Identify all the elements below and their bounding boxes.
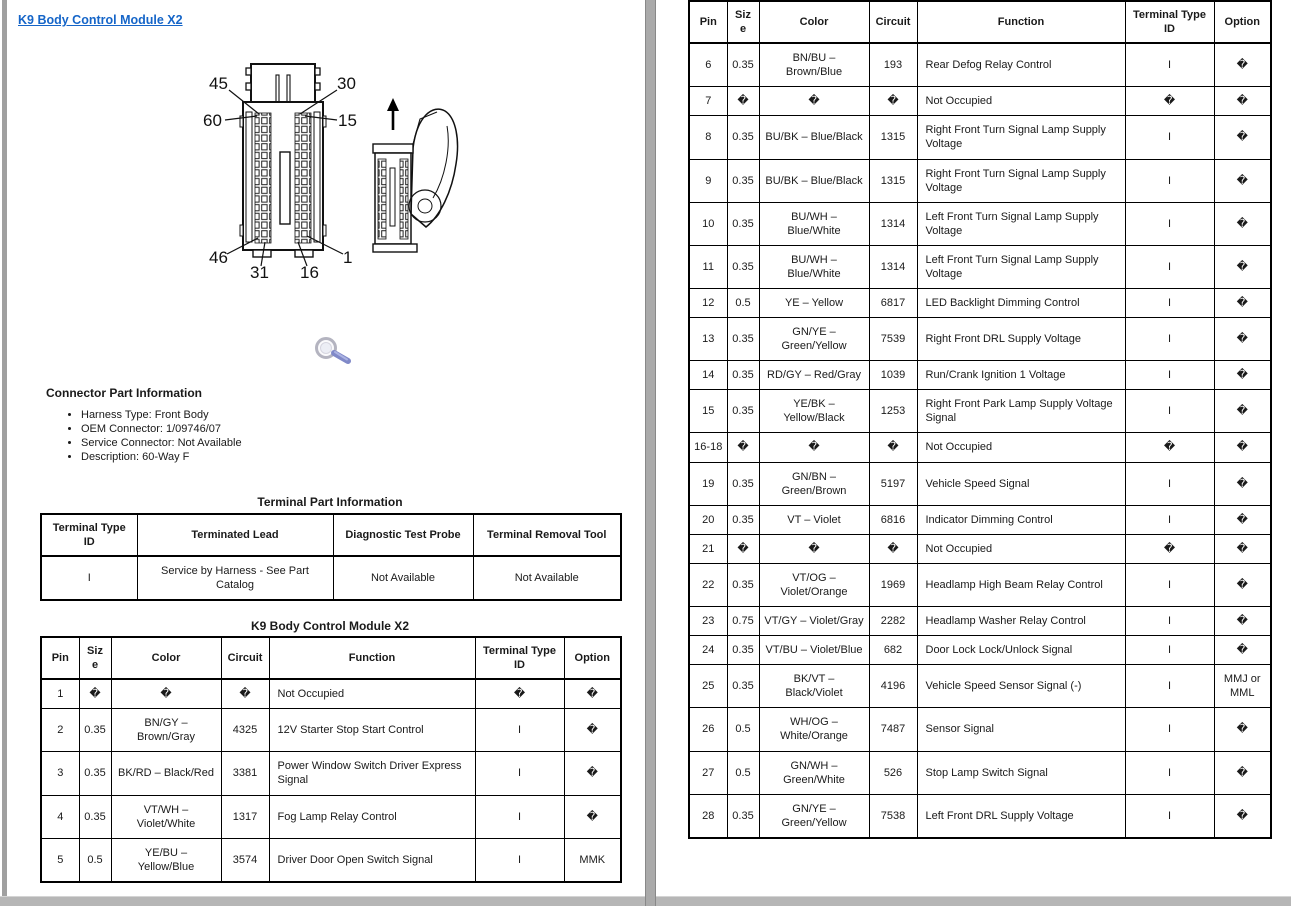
connector-diagram xyxy=(197,56,477,291)
table-cell: 9 xyxy=(689,159,727,202)
table-cell: � xyxy=(1214,751,1271,794)
table-cell: � xyxy=(1214,116,1271,159)
table-row xyxy=(689,505,1271,534)
pin-label-46: 46 xyxy=(209,248,228,267)
table-cell: Fog Lamp Relay Control xyxy=(269,795,475,838)
table-row xyxy=(689,534,1271,563)
table-cell: YE/BU – Yellow/Blue xyxy=(111,838,221,882)
table-cell: I xyxy=(1125,505,1214,534)
table-cell: Right Front Turn Signal Lamp Supply Voltage xyxy=(917,159,1125,202)
table-cell: � xyxy=(759,534,869,563)
list-item-service-connector: • Service Connector: Not Available xyxy=(81,436,242,450)
table-cell: � xyxy=(1214,87,1271,116)
table-cell: � xyxy=(1214,607,1271,636)
table-cell: 526 xyxy=(869,751,917,794)
table-row xyxy=(689,202,1271,245)
pin-label-15: 15 xyxy=(338,111,357,130)
table-cell: 24 xyxy=(689,636,727,665)
column-header: Option xyxy=(1214,1,1271,43)
table-cell: 3381 xyxy=(221,752,269,795)
table-row xyxy=(689,708,1271,751)
table-cell: Not Occupied xyxy=(917,433,1125,462)
table-cell: I xyxy=(1125,289,1214,318)
table-cell: 1 xyxy=(41,679,79,709)
pin-label-16: 16 xyxy=(300,263,319,282)
list-item-description: • Description: 60-Way F xyxy=(81,450,242,464)
table-cell: RD/GY – Red/Gray xyxy=(759,361,869,390)
table-cell: Not Available xyxy=(333,556,473,600)
table-cell: � xyxy=(1214,794,1271,838)
header-row xyxy=(689,1,1271,43)
table-cell: Run/Crank Ignition 1 Voltage xyxy=(917,361,1125,390)
table-cell: Power Window Switch Driver Express Signal xyxy=(269,752,475,795)
table-cell: � xyxy=(564,679,621,709)
frame-divider[interactable] xyxy=(645,0,656,906)
table-cell: � xyxy=(1214,636,1271,665)
column-header: Terminal Removal Tool xyxy=(473,514,621,556)
table-cell: 1039 xyxy=(869,361,917,390)
table-cell: � xyxy=(475,679,564,709)
pin-label-31: 31 xyxy=(250,263,269,282)
table-cell: 26 xyxy=(689,708,727,751)
table-cell: Sensor Signal xyxy=(917,708,1125,751)
table-cell: 0.35 xyxy=(727,43,759,87)
table-row xyxy=(689,665,1271,708)
table-row xyxy=(689,794,1271,838)
table-cell: I xyxy=(475,795,564,838)
right-frame xyxy=(656,0,1291,896)
table-cell: 13 xyxy=(689,318,727,361)
table-row xyxy=(689,563,1271,606)
table-cell: � xyxy=(1214,433,1271,462)
connector-part-info-list xyxy=(54,408,242,464)
table-cell: 28 xyxy=(689,794,727,838)
table-cell: 3 xyxy=(41,752,79,795)
table-cell: 7539 xyxy=(869,318,917,361)
table-cell: 14 xyxy=(689,361,727,390)
table-cell: � xyxy=(79,679,111,709)
table-row xyxy=(689,289,1271,318)
table-cell: Service by Harness - See Part Catalog xyxy=(137,556,333,600)
table-row xyxy=(689,43,1271,87)
table-cell: 0.35 xyxy=(79,709,111,752)
table-cell: Not Occupied xyxy=(917,534,1125,563)
table-cell: I xyxy=(475,709,564,752)
table-cell: 12 xyxy=(689,289,727,318)
table-cell: 0.35 xyxy=(727,505,759,534)
table-cell: � xyxy=(1214,390,1271,433)
table-cell: 12V Starter Stop Start Control xyxy=(269,709,475,752)
table-cell: � xyxy=(869,534,917,563)
table-cell: 11 xyxy=(689,245,727,288)
table-cell: Stop Lamp Switch Signal xyxy=(917,751,1125,794)
table-row xyxy=(41,838,621,882)
table-cell: BU/BK – Blue/Black xyxy=(759,159,869,202)
table-cell: I xyxy=(1125,43,1214,87)
column-header: Terminated Lead xyxy=(137,514,333,556)
table-cell: 682 xyxy=(869,636,917,665)
table-cell: Vehicle Speed Signal xyxy=(917,462,1125,505)
table-cell: � xyxy=(1214,159,1271,202)
column-header: Function xyxy=(917,1,1125,43)
magnifier-icon[interactable] xyxy=(313,336,355,372)
table-cell: VT/WH – Violet/White xyxy=(111,795,221,838)
pin-label-60: 60 xyxy=(203,111,222,130)
table-cell: BK/RD – Black/Red xyxy=(111,752,221,795)
table-cell: Not Occupied xyxy=(269,679,475,709)
table-cell: 3574 xyxy=(221,838,269,882)
column-header: Size xyxy=(727,1,759,43)
up-arrow-icon xyxy=(387,98,399,130)
table-cell: � xyxy=(727,534,759,563)
table-cell: � xyxy=(564,795,621,838)
column-header: Size xyxy=(79,637,111,679)
table-cell: � xyxy=(759,433,869,462)
table-row xyxy=(689,361,1271,390)
column-header: Circuit xyxy=(869,1,917,43)
table-cell: 7 xyxy=(689,87,727,116)
table-cell: � xyxy=(1125,534,1214,563)
table-cell: BK/VT – Black/Violet xyxy=(759,665,869,708)
table-cell: Driver Door Open Switch Signal xyxy=(269,838,475,882)
table-cell: 2 xyxy=(41,709,79,752)
table-cell: VT/GY – Violet/Gray xyxy=(759,607,869,636)
table-cell: � xyxy=(1214,534,1271,563)
table-cell: 0.35 xyxy=(727,390,759,433)
table-cell: 6816 xyxy=(869,505,917,534)
table-cell: 0.35 xyxy=(727,361,759,390)
table-cell: Not Occupied xyxy=(917,87,1125,116)
table-cell: 1253 xyxy=(869,390,917,433)
table-cell: Right Front Turn Signal Lamp Supply Voltage xyxy=(917,116,1125,159)
table-cell: I xyxy=(1125,794,1214,838)
table-cell: I xyxy=(41,556,137,600)
table-cell: Not Available xyxy=(473,556,621,600)
table-cell: Right Front Park Lamp Supply Voltage Signal xyxy=(917,390,1125,433)
table-row xyxy=(689,607,1271,636)
pin-label-45: 45 xyxy=(209,74,228,93)
table-cell: � xyxy=(1214,505,1271,534)
table-cell: GN/WH – Green/White xyxy=(759,751,869,794)
table-cell: 2282 xyxy=(869,607,917,636)
table-cell: 0.35 xyxy=(727,318,759,361)
table-cell: I xyxy=(1125,318,1214,361)
table-cell: I xyxy=(1125,116,1214,159)
table-cell: 0.35 xyxy=(727,202,759,245)
table-row xyxy=(689,87,1271,116)
table-cell: I xyxy=(1125,751,1214,794)
column-header: Function xyxy=(269,637,475,679)
table-cell: BU/WH – Blue/White xyxy=(759,245,869,288)
pin-table-right xyxy=(688,0,1272,839)
table-cell: 0.35 xyxy=(727,665,759,708)
table-cell: 1315 xyxy=(869,116,917,159)
connector-side-view xyxy=(373,98,458,252)
table-cell: Left Front DRL Supply Voltage xyxy=(917,794,1125,838)
table-cell: 0.35 xyxy=(727,159,759,202)
column-header: Terminal Type ID xyxy=(41,514,137,556)
column-header: Terminal Type ID xyxy=(475,637,564,679)
table-cell: 0.5 xyxy=(79,838,111,882)
table-cell: 27 xyxy=(689,751,727,794)
table-cell: Left Front Turn Signal Lamp Supply Voltage xyxy=(917,202,1125,245)
table-cell: 4325 xyxy=(221,709,269,752)
table-cell: 23 xyxy=(689,607,727,636)
table-cell: I xyxy=(1125,390,1214,433)
table-cell: � xyxy=(564,709,621,752)
column-header: Option xyxy=(564,637,621,679)
table-cell: Door Lock Lock/Unlock Signal xyxy=(917,636,1125,665)
table-row xyxy=(41,679,621,709)
table-cell: 0.35 xyxy=(727,116,759,159)
table-cell: 0.35 xyxy=(727,636,759,665)
table-cell: 0.35 xyxy=(727,794,759,838)
table-cell: 1314 xyxy=(869,245,917,288)
table-cell: BN/GY – Brown/Gray xyxy=(111,709,221,752)
table-cell: LED Backlight Dimming Control xyxy=(917,289,1125,318)
table-cell: Left Front Turn Signal Lamp Supply Voltage xyxy=(917,245,1125,288)
table-cell: 19 xyxy=(689,462,727,505)
table-cell: 0.5 xyxy=(727,289,759,318)
column-header: Diagnostic Test Probe xyxy=(333,514,473,556)
table-cell: � xyxy=(1214,245,1271,288)
header-row xyxy=(41,637,621,679)
table-cell: MMK xyxy=(564,838,621,882)
column-header: Color xyxy=(111,637,221,679)
table-cell: I xyxy=(1125,245,1214,288)
table-cell: I xyxy=(1125,361,1214,390)
pin-label-30: 30 xyxy=(337,74,356,93)
horizontal-scrollbar-left[interactable] xyxy=(0,896,645,906)
table-cell: 10 xyxy=(689,202,727,245)
table-cell: VT/BU – Violet/Blue xyxy=(759,636,869,665)
table-cell: � xyxy=(727,87,759,116)
table-cell: � xyxy=(1214,202,1271,245)
connector-part-info-heading: Connector Part Information xyxy=(46,386,203,400)
table-cell: � xyxy=(759,87,869,116)
table-cell: 193 xyxy=(869,43,917,87)
table-cell: 1315 xyxy=(869,159,917,202)
table-cell: GN/YE – Green/Yellow xyxy=(759,318,869,361)
table-cell: 0.5 xyxy=(727,708,759,751)
table-cell: 7487 xyxy=(869,708,917,751)
column-header: Pin xyxy=(689,1,727,43)
table-cell: VT – Violet xyxy=(759,505,869,534)
table-cell: YE/BK – Yellow/Black xyxy=(759,390,869,433)
table-cell: 0.35 xyxy=(727,462,759,505)
table-cell: Headlamp High Beam Relay Control xyxy=(917,563,1125,606)
left-frame xyxy=(7,0,645,896)
table-cell: I xyxy=(1125,462,1214,505)
table-cell: 7538 xyxy=(869,794,917,838)
table-cell: GN/BN – Green/Brown xyxy=(759,462,869,505)
table-row xyxy=(41,709,621,752)
table-cell: 4196 xyxy=(869,665,917,708)
table-cell: I xyxy=(1125,636,1214,665)
page-title-link[interactable]: K9 Body Control Module X2 xyxy=(18,13,183,27)
table-cell: 20 xyxy=(689,505,727,534)
table-cell: Vehicle Speed Sensor Signal (-) xyxy=(917,665,1125,708)
table-cell: 1969 xyxy=(869,563,917,606)
pin-label-1: 1 xyxy=(343,248,353,267)
table-cell: 0.75 xyxy=(727,607,759,636)
column-header: Color xyxy=(759,1,869,43)
table-cell: WH/OG – White/Orange xyxy=(759,708,869,751)
table-row xyxy=(689,318,1271,361)
table-cell: MMJ or MML xyxy=(1214,665,1271,708)
table-cell: 1314 xyxy=(869,202,917,245)
column-header: Circuit xyxy=(221,637,269,679)
table-cell: Right Front DRL Supply Voltage xyxy=(917,318,1125,361)
table-cell: I xyxy=(1125,708,1214,751)
list-item-oem-connector: • OEM Connector: 1/09746/07 xyxy=(81,422,242,436)
table-cell: 0.35 xyxy=(727,563,759,606)
table-cell: 5197 xyxy=(869,462,917,505)
table-cell: � xyxy=(1214,43,1271,87)
table-row xyxy=(689,636,1271,665)
table-cell: 0.35 xyxy=(79,752,111,795)
table-row xyxy=(41,556,621,600)
table-cell: � xyxy=(1125,87,1214,116)
table-cell: 16-18 xyxy=(689,433,727,462)
table-cell: I xyxy=(1125,665,1214,708)
table-cell: Rear Defog Relay Control xyxy=(917,43,1125,87)
table-cell: 21 xyxy=(689,534,727,563)
table-row xyxy=(689,245,1271,288)
table-row xyxy=(41,752,621,795)
list-item-harness-type: • Harness Type: Front Body xyxy=(81,408,242,422)
terminal-part-table xyxy=(40,513,622,601)
table-cell: � xyxy=(727,433,759,462)
table-cell: Headlamp Washer Relay Control xyxy=(917,607,1125,636)
table-row xyxy=(689,116,1271,159)
table-row xyxy=(689,462,1271,505)
table-cell: � xyxy=(1214,563,1271,606)
pin-table-left xyxy=(40,636,622,883)
table-cell: I xyxy=(1125,202,1214,245)
table-row xyxy=(689,390,1271,433)
table-cell: BU/WH – Blue/White xyxy=(759,202,869,245)
table-cell: 22 xyxy=(689,563,727,606)
table-cell: BN/BU – Brown/Blue xyxy=(759,43,869,87)
table-cell: 8 xyxy=(689,116,727,159)
table-cell: Indicator Dimming Control xyxy=(917,505,1125,534)
table-cell: I xyxy=(1125,607,1214,636)
table-cell: YE – Yellow xyxy=(759,289,869,318)
header-row xyxy=(41,514,621,556)
table-cell: I xyxy=(1125,563,1214,606)
table-row xyxy=(689,159,1271,202)
table-cell: � xyxy=(1214,708,1271,751)
table-row xyxy=(689,433,1271,462)
table-cell: � xyxy=(869,87,917,116)
table-cell: � xyxy=(1214,462,1271,505)
table-cell: 25 xyxy=(689,665,727,708)
table-cell: GN/YE – Green/Yellow xyxy=(759,794,869,838)
table-cell: � xyxy=(1125,433,1214,462)
table-cell: � xyxy=(1214,289,1271,318)
table-cell: 0.35 xyxy=(727,245,759,288)
table-cell: 6817 xyxy=(869,289,917,318)
table-row xyxy=(689,751,1271,794)
table-cell: BU/BK – Blue/Black xyxy=(759,116,869,159)
table-cell: � xyxy=(869,433,917,462)
table-cell: � xyxy=(564,752,621,795)
table-cell: 1317 xyxy=(221,795,269,838)
table-cell: � xyxy=(221,679,269,709)
table-cell: 6 xyxy=(689,43,727,87)
table-cell: � xyxy=(111,679,221,709)
table-cell: VT/OG – Violet/Orange xyxy=(759,563,869,606)
table-cell: 0.35 xyxy=(79,795,111,838)
table-cell: � xyxy=(1214,361,1271,390)
table-cell: I xyxy=(1125,159,1214,202)
table-cell: I xyxy=(475,752,564,795)
table-cell: � xyxy=(1214,318,1271,361)
table-cell: 4 xyxy=(41,795,79,838)
terminal-table-caption: Terminal Part Information xyxy=(257,495,403,509)
pin-table-caption: K9 Body Control Module X2 xyxy=(250,619,409,633)
table-cell: I xyxy=(475,838,564,882)
column-header: Terminal Type ID xyxy=(1125,1,1214,43)
column-header: Pin xyxy=(41,637,79,679)
table-cell: 15 xyxy=(689,390,727,433)
connector-front-view xyxy=(240,64,326,257)
table-cell: 5 xyxy=(41,838,79,882)
table-cell: 0.5 xyxy=(727,751,759,794)
table-row xyxy=(41,795,621,838)
horizontal-scrollbar-right[interactable] xyxy=(656,896,1291,906)
